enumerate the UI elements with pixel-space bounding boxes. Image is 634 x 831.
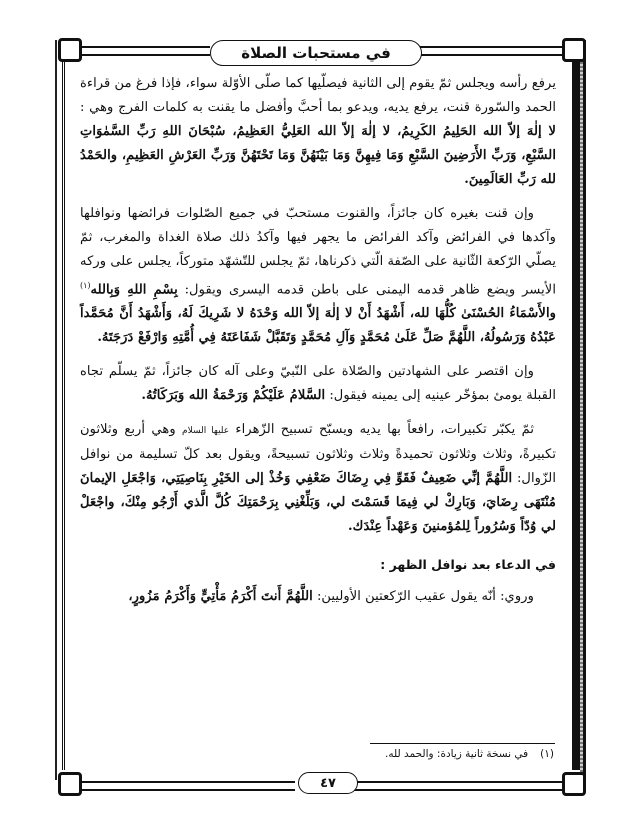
paragraph — [80, 360, 556, 408]
footnote-reference[interactable]: (١) — [80, 281, 91, 290]
corner-ornament-icon — [58, 38, 82, 62]
text-run: وإن اقتصر على الشهادتين والصّلاة على النّبيّ وعلى آله كان جائزاً، ثمّ يسلّم تجاه القبلة يومئ بمؤخّر عينيه إلى يمينه فيقول: — [80, 364, 556, 404]
footnote-text: في نسخة ثانية زيادة: والحمد لله. — [385, 748, 529, 760]
text-run: وروي: أنّه يقول عقيب الرّكعتين الأوليين: — [312, 589, 534, 605]
paragraph — [80, 585, 556, 609]
paragraph — [80, 72, 556, 192]
dua-text: اللَّهُمَّ إنِّي ضَعِيفٌ فَقَوِّ فِي رِضَاكَ ضَعْفِي وَخُذْ إلى الخَيْرِ بِنَاصِيَتِي، وَاجْعَلِ الإيمانَ مُنْتَهَى رِضَايَ، وَبَارِكْ لي فِيمَا قَسَمْتَ لي، وَبَلِّغْنِي بِرَحْمَتِكَ كُلَّ الَّذي أَرْجُو مِنْكَ، واجْعَلْ لي وُدّاً وَسُرُوراً لِلمُؤمنينَ وَعَهْداً عِنْدَك. — [80, 471, 556, 535]
paragraph — [80, 202, 556, 350]
paragraph — [80, 418, 556, 539]
dua-text: بِسْمِ اللهِ وَبِالله — [90, 282, 178, 298]
dua-text: لا إلٰهَ إلاّ الله الحَلِيمُ الكَرِيمُ، لا إلٰهَ إلاّ الله العَلِيُّ العَظِيمُ، سُبْحَانَ اللهِ رَبِّ السَّمٰوَاتِ السَّبْعِ، وَرَبِّ الأَرَضِينَ السَّبْعِ وَمَا فِيهِنَّ وَمَا بَيْنَهُنَّ وَمَا تَحْتَهُنَّ وَرَبِّ العَرْشِ العَظِيمِ، والحَمْدُ لله رَبِّ العَالَمِينَ. — [80, 124, 556, 187]
text-run: وإن قنت بغيره كان جائزاً، والقنوت مستحبّ في جميع الصّلوات فرائضها ونوافلها وآكدها في الفرائض وآكد الفرائض ما يجهر فيها وآكدُ ذلك صلاة الغداة والمغرب، ثمّ يصلّي الرّكعة الثّانية على الصّفة الّتي ذكرناها، ثمّ يجلس للتّشهّد متوركاً، يجلس على وركه الأيسر ويضع ظاهر قدمه اليمنى على باطن قدمه اليسرى ويقول: — [80, 206, 556, 298]
corner-ornament-icon — [562, 38, 586, 62]
page-title: في مستحبات الصلاة — [241, 44, 391, 62]
text-run: يرفع رأسه ويجلس ثمّ يقوم إلى الثانية فيصلّيها كما صلّى الأوّلة سواء، فإذا فرغ من قراءة الحمد والسّورة قنت، يرفع يديه، ويدعو بما أحبَّ وأفضل ما يقنت به كلمات الفرج وهي : — [80, 76, 556, 115]
bottom-border-rule-right — [350, 781, 570, 791]
footnote-marker: (١) — [540, 748, 554, 760]
text-run: وهي أربع وثلاثون تكبيرةً، وثلاث وثلاثون تحميدةً وثلاث وثلاثون تسبيحةً، ويقول بعد كلّ تسليمة من نوافل الزّوال: — [80, 422, 556, 487]
page-edge-shadow — [580, 50, 583, 790]
main-text — [80, 72, 556, 619]
page-number: ٤٧ — [320, 775, 336, 791]
dua-text: اللَّهُمَّ أَنتَ أَكْرَمُ مَأْتِيٍّ وَأَكْرَمُ مَزُورٍ، — [128, 589, 313, 605]
bottom-border-rule-left — [75, 781, 295, 791]
running-header — [210, 40, 422, 66]
corner-ornament-icon — [562, 772, 586, 796]
frame-right-border — [572, 58, 580, 770]
frame-left-border — [62, 58, 68, 770]
page-number-badge — [298, 772, 358, 794]
footnote-divider — [370, 743, 555, 744]
footnote — [300, 748, 554, 760]
text-run: ثمّ يكبّر تكبيرات، رافعاً بها يديه ويسبّح تسبيح الزّهراء — [229, 422, 535, 438]
top-border-rule-left — [75, 46, 210, 56]
corner-ornament-icon — [58, 772, 82, 796]
section-heading: في الدعاء بعد نوافل الظهر : — [380, 557, 556, 573]
dua-text: والأَسْمَاءُ الحُسْنَىٰ كُلُّهَا لله، أَشْهَدُ أَنْ لا إلٰهَ إلاّ الله وَحْدَهُ لا شَرِيكَ لَهُ، وَأَشْهَدُ أَنَّ مُحَمَّداً عَبْدُهُ وَرَسُولُهُ، اللَّهُمَّ صَلِّ عَلَىٰ مُحَمَّدٍ وَآلِ مُحَمَّدٍ وَتَقَبَّلْ شَفَاعَتَهُ فِي أُمَّتِهِ وَارْفَعْ دَرَجَتَهُ. — [80, 306, 556, 346]
dua-text: السَّلامُ عَلَيْكُمْ وَرَحْمَةُ الله وَبَرَكَاتُهُ. — [141, 388, 326, 404]
top-border-rule-right — [420, 46, 570, 56]
honorific-glyph-icon: عليها السلام — [182, 426, 230, 437]
